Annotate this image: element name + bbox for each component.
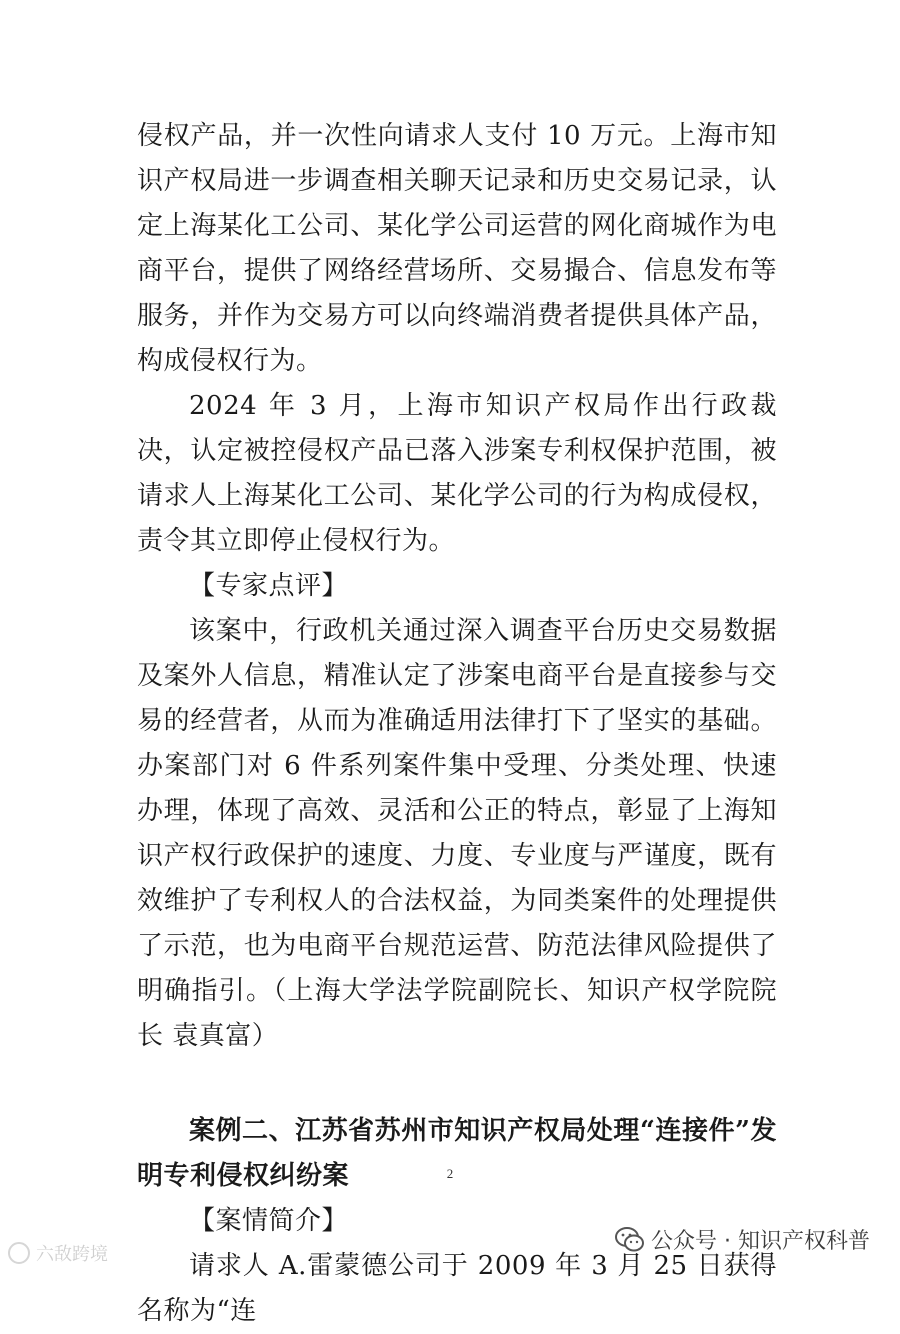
page-number: 2	[446, 1166, 454, 1181]
case-two-title: 案例二、江苏省苏州市知识产权局处理“连接件”发明专利侵权纠纷案	[137, 1116, 777, 1191]
document-body	[137, 114, 777, 1334]
watermark-right-text: 公众号 · 知识产权科普	[651, 1229, 870, 1254]
watermark-right	[615, 1224, 870, 1255]
paragraph-continuation: 侵权产品，并一次性向请求人支付 10 万元。上海市知识产权局进一步调查相关聊天记录和历史交易记录，认定上海某化工公司、某化学公司运营的网化商城作为电商平台，提供了网络经营场所、交易撮合、信息发布等服务，并作为交易方可以向终端消费者提供具体产品，构成侵权行为。	[137, 121, 777, 376]
paragraph-ruling: 2024 年 3 月，上海市知识产权局作出行政裁决，认定被控侵权产品已落入涉案专利权保护范围，被请求人上海某化工公司、某化学公司的行为构成侵权，责令其立即停止侵权行为。	[137, 391, 777, 556]
paragraph-expert-comment: 该案中，行政机关通过深入调查平台历史交易数据及案外人信息，精准认定了涉案电商平台是直接参与交易的经营者，从而为准确适用法律打下了坚实的基础。办案部门对 6 件系列案件集中受理、分类处理、快速办理，体现了高效、灵活和公正的特点，彰显了上海知识产权行政保护的速度、力度、专业度与严谨度，既有效维护了专利权人的合法权益，为同类案件的处理提供了示范，也为电商平台规范运营、防范法律风险提供了明确指引。（上海大学法学院副院长、知识产权学院院长 袁真富）	[137, 616, 777, 1051]
watermark-left	[8, 1240, 108, 1266]
wechat-icon	[615, 1227, 645, 1253]
expert-comment-heading: 【专家点评】	[189, 571, 349, 601]
case-summary-heading: 【案情简介】	[189, 1206, 349, 1236]
watermark-logo-icon	[8, 1242, 30, 1264]
watermark-left-text: 六敌跨境	[36, 1244, 108, 1265]
paragraph-case-two-start: 请求人 A.雷蒙德公司于 2009 年 3 月 25 日获得名称为“连	[137, 1251, 777, 1326]
